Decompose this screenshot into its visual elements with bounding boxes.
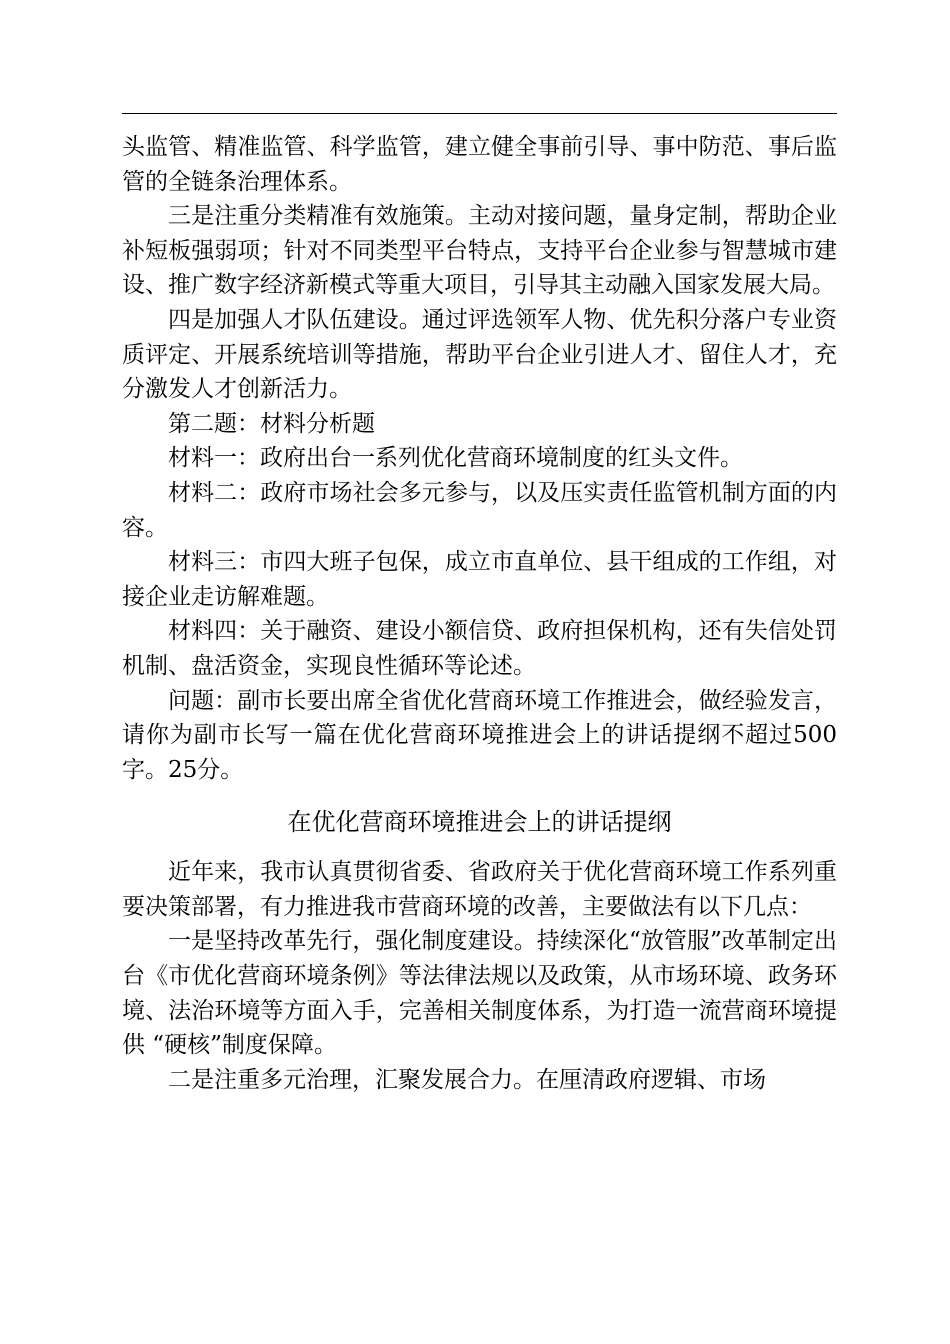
paragraph: 一是坚持改革先行，强化制度建设。持续深化“放管服”改革制定出台《市优化营商环境条例》等法律法规以及政策，从市场环境、政务环境、法治环境等方面入手，完善相关制度体系，为打造一流营商环境提供 “硬核”制度保障。 — [122, 928, 837, 1059]
paragraph: 第二题：材料分析题 — [168, 410, 375, 437]
paragraph: 材料二：政府市场社会多元参与，以及压实责任监管机制方面的内容。 — [122, 479, 837, 541]
header-rule — [122, 113, 837, 114]
paragraph: 二是注重多元治理，汇聚发展合力。在厘清政府逻辑、市场 — [168, 1066, 766, 1093]
paragraph: 头监管、精准监管、科学监管，建立健全事前引导、事中防范、事后监管的全链条治理体系。 — [122, 134, 837, 195]
paragraph: 材料一：政府出台一系列优化营商环境制度的红头文件。 — [168, 445, 743, 472]
document-body — [122, 130, 837, 1097]
paragraph: 材料四：关于融资、建设小额信贷、政府担保机构，还有失信处罚机制、盘活资金，实现良性循环等论述。 — [122, 618, 837, 679]
paragraph: 近年来，我市认真贯彻省委、省政府关于优化营商环境工作系列重要决策部署，有力推进我市营商环境的改善，主要做法有以下几点： — [122, 859, 837, 920]
paragraph: 三是注重分类精准有效施策。主动对接问题，量身定制，帮助企业补短板强弱项；针对不同类型平台特点，支持平台企业参与智慧城市建设、推广数字经济新模式等重大项目，引导其主动融入国家发展大局。 — [122, 203, 837, 299]
paragraph: 四是加强人才队伍建设。通过评选领军人物、优先积分落户专业资质评定、开展系统培训等措施，帮助平台企业引进人才、留住人才，充分激发人才创新活力。 — [122, 306, 837, 403]
paragraph: 材料三：市四大班子包保，成立市直单位、县干组成的工作组，对接企业走访解难题。 — [122, 549, 837, 610]
speech-outline-title: 在优化营商环境推进会上的讲话提纲 — [287, 808, 672, 837]
paragraph: 问题：副市长要出席全省优化营商环境工作推进会，做经验发言，请你为副市长写一篇在优化营商环境推进会上的讲话提纲不超过500字。25分。 — [122, 687, 837, 783]
speech-outline-section — [122, 855, 837, 1097]
answer-continuation-section — [122, 130, 837, 787]
